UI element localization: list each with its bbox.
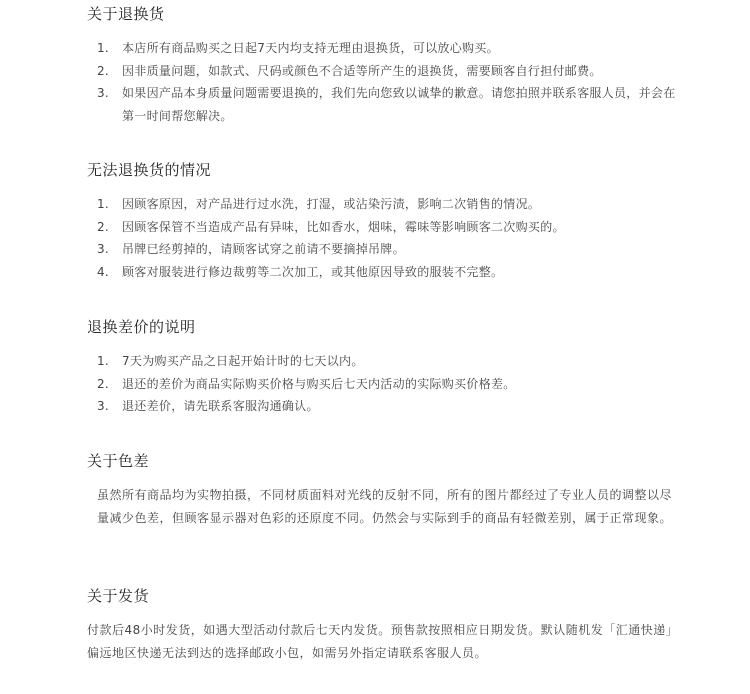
list-item: 2. 因非质量问题，如款式、尺码或颜色不合适等所产生的退换货，需要顾客自行担付邮费。 [97,63,602,78]
color-difference-paragraph: 虽然所有商品均为实物拍摄，不同材质面料对光线的反射不同，所有的图片都经过了专业人员的调整以尽量减少色差，但顾客显示器对色彩的还原度不同。仍然会与实际到手的商品有轻微差别，属于正常现象。 [97,488,673,525]
list-item: 2. 退还的差价为商品实际购买价格与购买后七天内活动的实际购买价格差。 [97,376,516,391]
list-item: 1. 本店所有商品购买之日起7天内均支持无理由退换货，可以放心购买。 [97,41,499,55]
section-title-returns: 关于退换货 [87,5,165,23]
list-item: 1. 因顾客原因，对产品进行过水洗，打湿，或沾染污渍，影响二次销售的情况。 [97,197,541,211]
non-returnable-list [97,193,687,283]
list-item: 3. 如果因产品本身质量问题需要退换的，我们先向您致以诚挚的歉意。请您拍照并联系客服人员，并会在第一时间帮您解决。 [97,86,676,123]
shipping-paragraph: 付款后48小时发货，如遇大型活动付款后七天内发货。预售款按照相应日期发货。默认随机发「汇通快递」偏远地区快递无法到达的选择邮政小包，如需另外指定请联系客服人员。 [87,623,679,660]
section-title-non-returnable: 无法退换货的情况 [87,161,212,179]
price-difference-list [97,350,687,418]
list-item: 3. 退还差价，请先联系客服沟通确认。 [97,399,319,413]
list-item: 2. 因顾客保管不当造成产品有异味，比如香水，烟味，霉味等影响顾客二次购买的。 [97,219,565,234]
section-title-color-difference: 关于色差 [87,452,150,470]
section-title-shipping: 关于发货 [87,587,150,605]
returns-list [97,37,687,127]
list-item: 1. 7天为购买产品之日起开始计时的七天以内。 [97,354,364,368]
section-title-price-difference: 退换差价的说明 [87,318,196,336]
list-item: 3. 吊牌已经剪掉的，请顾客试穿之前请不要摘掉吊牌。 [97,242,405,256]
list-item: 4. 顾客对服装进行修边裁剪等二次加工，或其他原因导致的服装不完整。 [97,264,504,279]
